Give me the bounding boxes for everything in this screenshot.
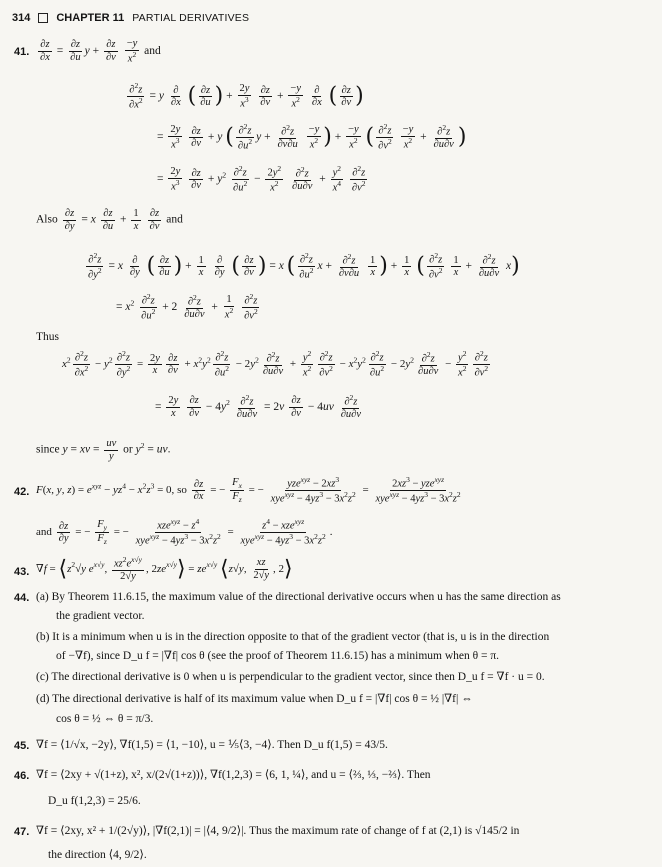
problem-42-number: 42. <box>14 486 30 498</box>
problem-45-number: 45. <box>14 740 30 752</box>
p43-line: $\nabla f = ⟨z^2√y$ $e^{x√y}$, $\frac{xz^2e^{x√y}}{2√y}$ , $2ze^{x√y}⟩ = ze^{x√y}$ ⟨z√y, $\frac{xz}{2√y}$ , 2⟩ <box>36 555 293 583</box>
problem-47-number: 47. <box>14 826 30 838</box>
problem-43-number: 43. <box>14 566 30 578</box>
p41-thus: Thus <box>36 331 59 343</box>
p41-or: or <box>123 443 133 456</box>
p47-line: ∇f = ⟨2xy, x² + 1/(2√y)⟩, |∇f(2,1)| = |⟨4, 9/2⟩|. Thus the maximum rate of change of f at (2,1) is √145/2 in <box>36 825 520 837</box>
p45-line: ∇f = ⟨1/√x, −2y⟩, ∇f(1,5) = ⟨1, −10⟩, u = ⅕⟨3, −4⟩. Then D_u f(1,5) = 43/5. <box>36 739 388 751</box>
p42-line-1: F(x, y, $z) = e^{xyz} - yz^4 - x^2z^3 = 0$, so $\frac{\partial z}{\partial x}$ = − $\frac{F_x}{F_z}$ = − $\frac{yze^{xyz} - 2xz^3}{xye^{xyz} - 4yz^3 - 3x^2z^2}$ = $\frac{2xz^3 - yze^{xyz}}{xye^{xyz} - 4yz^3 - 3x^2z^2}$ <box>36 475 461 505</box>
p41-combined-line: $x^2$ $\frac{\partial^2z}{\partial x^2}$ − $y^2$ $\frac{\partial^2z}{\partial y^2}$ = $\frac{2y}{x}$ $\frac{\partial z}{\partial v}$ + $x^2y^2$ $\frac{\partial^2z}{\partial u^2}$ − $2y^2$ $\frac{\partial^2z}{\partial u\partial v}$ + $\frac{y^2}{x^2}$ $\frac{\partial^2z}{\partial v^2}$ − $x^2y^2$ $\frac{\partial^2z}{\partial u^2}$ − $2y^2$ $\frac{\partial^2z}{\partial u\partial v}$ − $\frac{y^2}{x^2}$ $\frac{\partial^2z}{\partial v^2}$ <box>62 349 489 379</box>
p41-second-derivative-x: $\frac{\partial^2z}{\partial x^2}$ = y $\frac{\partial}{\partial x}$ ( $\frac{\partial z}{\partial u}$ ) + $\frac{2y}{x^3}$ $\frac{\partial z}{\partial v}$ + $\frac{-y}{x^2}$ $\frac{\partial}{\partial x}$ ( $\frac{\partial z}{\partial v}$ ) <box>129 81 364 111</box>
p41-also-line: Also $\frac{\partial z}{\partial y}$ = x $\frac{\partial z}{\partial u}$ + $\frac{1}{x}$ $\frac{\partial z}{\partial v}$ and <box>36 208 183 232</box>
p41-second-derivative-y: $\frac{\partial^2z}{\partial y^2}$ = x $\frac{\partial}{\partial y}$ ( $\frac{\partial z}{\partial u}$ ) + $\frac{1}{x}$ $\frac{\partial}{\partial y}$ ( $\frac{\partial z}{\partial v}$ ) = x ( $\frac{\partial^2z}{\partial u^2}$ x + $\frac{\partial^2z}{\partial v\partial u}$ $\frac{1}{x}$ ) + $\frac{1}{x}$ ( $\frac{\partial^2z}{\partial v^2}$ $\frac{1}{x}$ + $\frac{\partial^2z}{\partial u\partial v}$ x) <box>88 251 520 281</box>
p46-line: ∇f = ⟨2xy + √(1+z), x², x/(2√(1+z))⟩, ∇f(1,2,3) = ⟨6, 1, ¼⟩, and u = ⟨⅔, ⅓, −⅔⟩. Then <box>36 769 431 781</box>
p41-and-1: and <box>144 44 161 57</box>
p41-since: since <box>36 443 60 456</box>
p44-c: (c) The directional derivative is 0 when u is perpendicular to the gradient vector, since then D_u f = ∇f · u = 0. <box>36 671 545 683</box>
p41-and-2: and <box>166 213 183 226</box>
p41-expansion-1: = $\frac{2y}{x^3}$ $\frac{\partial z}{\partial v}$ + y ( $\frac{\partial^2z}{\partial u^2}$ y + $\frac{\partial^2z}{\partial v\partial u}$ $\frac{-y}{x^2}$ ) + $\frac{-y}{x^2}$ ( $\frac{\partial^2z}{\partial v^2}$ $\frac{-y}{x^2}$ + $\frac{\partial^2z}{\partial u\partial v}$ ) <box>157 122 467 152</box>
p47-line-2: the direction ⟨4, 9/2⟩. <box>48 849 147 861</box>
p44-a-cont: the gradient vector. <box>56 610 145 622</box>
section-label: PARTIAL DERIVATIVES <box>132 12 250 24</box>
p41-expansion-2: = $\frac{2y}{x^3}$ $\frac{\partial z}{\partial v}$ + $y^2$ $\frac{\partial^2z}{\partial u^2}$ − $\frac{2y^2}{x^2}$ $\frac{\partial^2z}{\partial u\partial v}$ + $\frac{y^2}{x^4}$ $\frac{\partial^2z}{\partial v^2}$ <box>157 164 366 194</box>
problem-46-number: 46. <box>14 770 30 782</box>
problem-44-number: 44. <box>14 592 30 604</box>
p44-b: (b) It is a minimum when u is in the direction opposite to that of the gradient vector (that is, u is in the direction <box>36 631 550 643</box>
p41-line-1: $\frac{\partial z}{\partial x}$ = $\frac{\partial z}{\partial u}$ y + $\frac{\partial z}{\partial v}$ $\frac{-y}{x^2}$ and <box>40 38 161 65</box>
p46-line-2: D_u f(1,2,3) = 25/6. <box>48 795 141 807</box>
square-icon <box>38 13 48 23</box>
p44-d-cont: cos θ = ½ ⇔ θ = π/3. <box>56 713 154 725</box>
p44-b-cont: of −∇f), since D_u f = |∇f| cos θ (see the proof of Theorem 11.6.15) has a minimum when θ = π. <box>56 650 500 662</box>
p42-and: and <box>36 526 52 539</box>
p41-expansion-y: = $x^2$ $\frac{\partial^2z}{\partial u^2}$ + 2 $\frac{\partial^2z}{\partial u\partial v}$ + $\frac{1}{x^2}$ $\frac{\partial^2z}{\partial v^2}$ <box>116 292 258 322</box>
p42-line-2: and $\frac{\partial z}{\partial y}$ = − $\frac{F_y}{F_z}$ = − $\frac{xze^{xyz} - z^4}{xye^{xyz} - 4yz^3 - 3x^2z^2}$ = $\frac{z^4 - xze^{xyz}}{xye^{xyz} - 4yz^3 - 3x^2z^2}$ . <box>36 517 333 547</box>
p44-d: (d) The directional derivative is half of its maximum value when D_u f = |∇f| cos θ = ½ |∇f| ⇔ <box>36 693 473 705</box>
p41-since-line: since y = xv = $\frac{uv}{y}$ or $y^2$ = uv. <box>36 438 171 462</box>
page-number: 314 <box>12 12 31 24</box>
p42-so: so <box>177 484 187 497</box>
p41-also: Also <box>36 213 58 226</box>
problem-41-number: 41. <box>14 46 30 58</box>
chapter-label: CHAPTER 11 <box>56 12 125 24</box>
p41-result: = $\frac{2y}{x}$ $\frac{\partial z}{\partial v}$ − $4y^2$ $\frac{\partial^2z}{\partial u\partial v}$ = 2v $\frac{\partial z}{\partial v}$ − 4uv $\frac{\partial^2z}{\partial u\partial v}$ <box>155 393 362 421</box>
p44-a: (a) By Theorem 11.6.15, the maximum value of the directional derivative occurs when u has the same direction as <box>36 591 561 603</box>
page-header <box>12 10 249 26</box>
